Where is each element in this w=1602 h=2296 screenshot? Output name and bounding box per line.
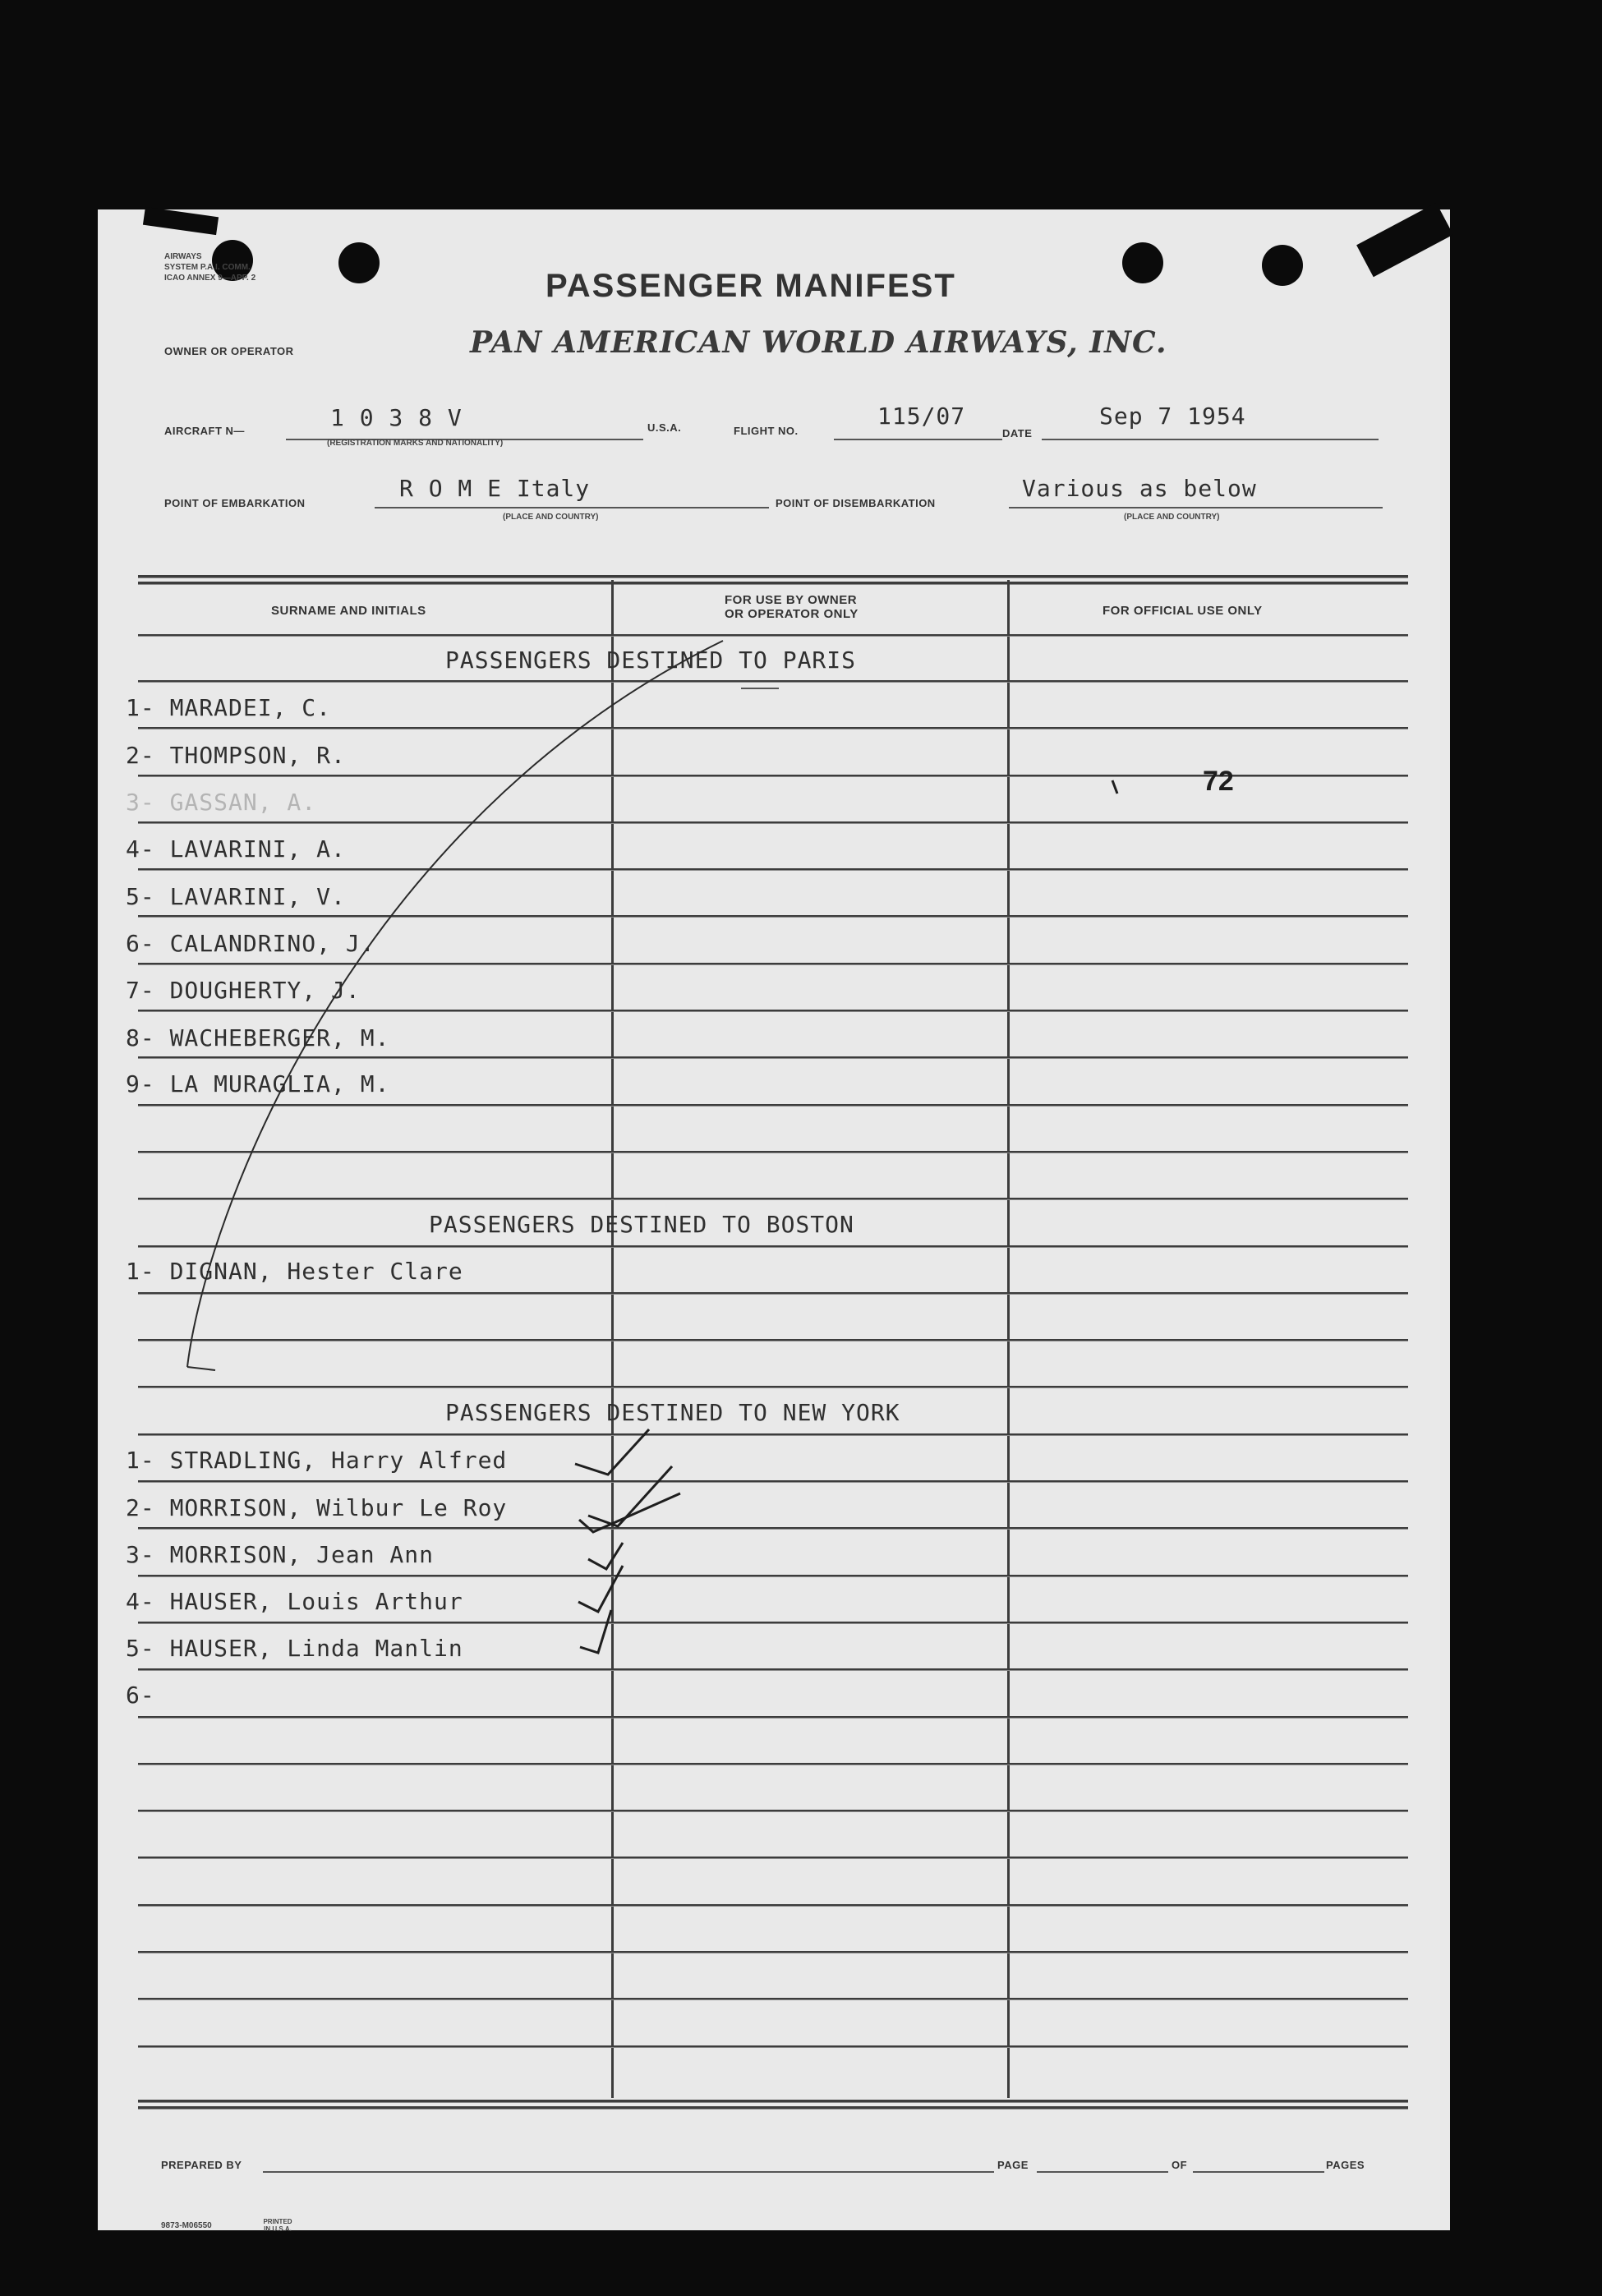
passenger-row: 2- THOMPSON, R. xyxy=(126,742,346,769)
column-header-official: FOR OFFICIAL USE ONLY xyxy=(1103,604,1263,618)
date-value: Sep 7 1954 xyxy=(1099,403,1246,430)
table-bottom-rule xyxy=(138,2100,1408,2103)
passenger-row: 8- WACHEBERGER, M. xyxy=(126,1024,390,1051)
owner-label: OWNER OR OPERATOR xyxy=(164,345,294,357)
passenger-row: 7- DOUGHERTY, J. xyxy=(126,977,361,1004)
embark-value: R O M E Italy xyxy=(399,475,591,502)
passenger-row: 1- DIGNAN, Hester Clare xyxy=(126,1258,463,1285)
check-mark xyxy=(578,1566,623,1612)
pen-stroke-curve xyxy=(187,641,723,1367)
passenger-row: 3- MORRISON, Jean Ann xyxy=(126,1541,435,1568)
disembark-place-note: (PLACE AND COUNTRY) xyxy=(1124,513,1220,522)
passenger-row: 2- MORRISON, Wilbur Le Roy xyxy=(126,1494,508,1521)
usa-label: U.S.A. xyxy=(647,421,682,434)
embark-label: POINT OF EMBARKATION xyxy=(164,497,306,509)
check-mark xyxy=(580,1610,611,1653)
check-mark xyxy=(588,1543,623,1569)
passenger-row: 5- HAUSER, Linda Manlin xyxy=(126,1635,463,1662)
passenger-row: 6- xyxy=(126,1682,155,1709)
pages-label: PAGES xyxy=(1326,2159,1365,2171)
form-number: 9873-M06550 xyxy=(161,2221,212,2230)
disembark-label: POINT OF DISEMBARKATION xyxy=(776,497,936,509)
passenger-row: 1- MARADEI, C. xyxy=(126,694,332,721)
group-heading-new-york: PASSENGERS DESTINED TO NEW YORK xyxy=(445,1399,900,1426)
passenger-row: 6- CALANDRINO, J. xyxy=(126,930,375,957)
passenger-row: 4- LAVARINI, A. xyxy=(126,835,346,863)
column-header-owner-2: OR OPERATOR ONLY xyxy=(725,607,859,621)
group-heading-boston: PASSENGERS DESTINED TO BOSTON xyxy=(429,1211,854,1238)
aircraft-label: AIRCRAFT N— xyxy=(164,425,245,437)
date-label: DATE xyxy=(1002,427,1033,439)
check-mark xyxy=(588,1466,672,1526)
owner-value: PAN AMERICAN WORLD AIRWAYS, INC. xyxy=(470,325,1167,360)
disembark-value: Various as below xyxy=(1022,475,1257,502)
form-code-line: SYSTEM P.A.I. COMM. xyxy=(164,263,251,272)
of-label: OF xyxy=(1172,2159,1188,2171)
page-label: PAGE xyxy=(997,2159,1029,2171)
prepared-by-label: PREPARED BY xyxy=(161,2159,242,2171)
table-bottom-rule xyxy=(138,2106,1408,2110)
printer-stamp: PRINTED IN U.S.A. xyxy=(263,2218,292,2233)
official-use-number: 72 xyxy=(1203,766,1234,797)
column-header-owner-1: FOR USE BY OWNER xyxy=(725,593,858,607)
form-code-line: ICAO ANNEX 9—APP. 2 xyxy=(164,274,256,283)
registration-note: (REGISTRATION MARKS AND NATIONALITY) xyxy=(327,439,504,448)
column-header-surname: SURNAME AND INITIALS xyxy=(271,604,426,618)
passenger-row: 4- HAUSER, Louis Arthur xyxy=(126,1588,463,1615)
check-mark xyxy=(575,1429,649,1475)
passenger-row: 1- STRADLING, Harry Alfred xyxy=(126,1447,508,1474)
form-title: PASSENGER MANIFEST xyxy=(546,268,956,304)
mark-tick xyxy=(1112,780,1117,794)
passenger-row: 3- GASSAN, A. xyxy=(126,789,317,816)
group-heading-paris: PASSENGERS DESTINED TO PARIS xyxy=(445,646,857,674)
passenger-row: 9- LA MURAGLIA, M. xyxy=(126,1070,390,1097)
form-code-line: AIRWAYS xyxy=(164,252,202,261)
pen-stroke-curve xyxy=(187,1367,215,1370)
flight-value: 115/07 xyxy=(877,403,966,430)
aircraft-value: 1 0 3 8 V xyxy=(330,404,463,431)
embark-place-note: (PLACE AND COUNTRY) xyxy=(503,513,599,522)
flight-label: FLIGHT NO. xyxy=(734,425,799,437)
passenger-row: 5- LAVARINI, V. xyxy=(126,883,346,910)
